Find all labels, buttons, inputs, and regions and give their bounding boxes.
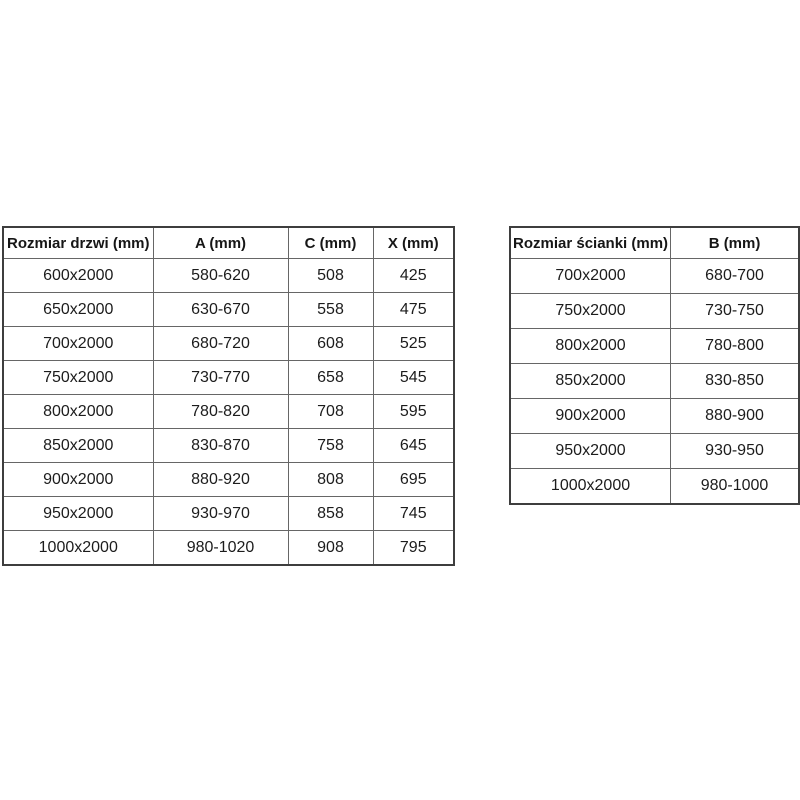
table-cell: 600x2000 [3, 259, 153, 293]
table-row [510, 399, 799, 434]
table-cell: 900x2000 [510, 399, 671, 434]
table-cell: 780-820 [153, 395, 288, 429]
door-sizes-table [2, 226, 455, 566]
door-table-body [3, 259, 454, 566]
table-cell: 750x2000 [3, 361, 153, 395]
table-cell: 830-850 [671, 364, 799, 399]
table-cell: 658 [288, 361, 373, 395]
table-header-row [510, 227, 799, 259]
table-row [3, 259, 454, 293]
table-cell: 980-1020 [153, 531, 288, 566]
table-cell: 980-1000 [671, 469, 799, 505]
table-cell: 700x2000 [3, 327, 153, 361]
column-header: B (mm) [671, 227, 799, 259]
table-cell: 545 [373, 361, 454, 395]
table-cell: 730-750 [671, 294, 799, 329]
table-cell: 525 [373, 327, 454, 361]
table-cell: 680-700 [671, 259, 799, 294]
table-row [3, 463, 454, 497]
table-cell: 700x2000 [510, 259, 671, 294]
table-row [3, 293, 454, 327]
table-cell: 650x2000 [3, 293, 153, 327]
column-header: C (mm) [288, 227, 373, 259]
wall-table-body [510, 259, 799, 505]
wall-sizes-table [509, 226, 800, 505]
table-cell: 950x2000 [510, 434, 671, 469]
table-cell: 930-970 [153, 497, 288, 531]
table-row [3, 497, 454, 531]
column-header: X (mm) [373, 227, 454, 259]
table-cell: 858 [288, 497, 373, 531]
table-cell: 830-870 [153, 429, 288, 463]
table-cell: 475 [373, 293, 454, 327]
table-cell: 1000x2000 [3, 531, 153, 566]
column-header: Rozmiar ścianki (mm) [510, 227, 671, 259]
table-row [510, 259, 799, 294]
table-row [510, 469, 799, 505]
table-cell: 558 [288, 293, 373, 327]
table-row [3, 395, 454, 429]
table-row [3, 361, 454, 395]
table-cell: 645 [373, 429, 454, 463]
table-cell: 758 [288, 429, 373, 463]
table-row [3, 531, 454, 566]
table-cell: 800x2000 [510, 329, 671, 364]
table-row [510, 294, 799, 329]
table-cell: 880-900 [671, 399, 799, 434]
table-header-row [3, 227, 454, 259]
table-cell: 908 [288, 531, 373, 566]
table-cell: 745 [373, 497, 454, 531]
table-cell: 800x2000 [3, 395, 153, 429]
column-header: Rozmiar drzwi (mm) [3, 227, 153, 259]
table-cell: 850x2000 [3, 429, 153, 463]
table-row [510, 364, 799, 399]
table-row [510, 329, 799, 364]
table-cell: 580-620 [153, 259, 288, 293]
column-header: A (mm) [153, 227, 288, 259]
table-cell: 780-800 [671, 329, 799, 364]
table-cell: 880-920 [153, 463, 288, 497]
table-cell: 630-670 [153, 293, 288, 327]
table-cell: 608 [288, 327, 373, 361]
table-cell: 595 [373, 395, 454, 429]
table-cell: 1000x2000 [510, 469, 671, 505]
table-cell: 425 [373, 259, 454, 293]
table-cell: 508 [288, 259, 373, 293]
table-cell: 750x2000 [510, 294, 671, 329]
table-cell: 695 [373, 463, 454, 497]
table-cell: 930-950 [671, 434, 799, 469]
table-cell: 708 [288, 395, 373, 429]
table-cell: 950x2000 [3, 497, 153, 531]
table-cell: 808 [288, 463, 373, 497]
table-row [3, 429, 454, 463]
table-row [3, 327, 454, 361]
table-row [510, 434, 799, 469]
table-cell: 900x2000 [3, 463, 153, 497]
table-cell: 850x2000 [510, 364, 671, 399]
table-cell: 730-770 [153, 361, 288, 395]
table-cell: 795 [373, 531, 454, 566]
table-cell: 680-720 [153, 327, 288, 361]
